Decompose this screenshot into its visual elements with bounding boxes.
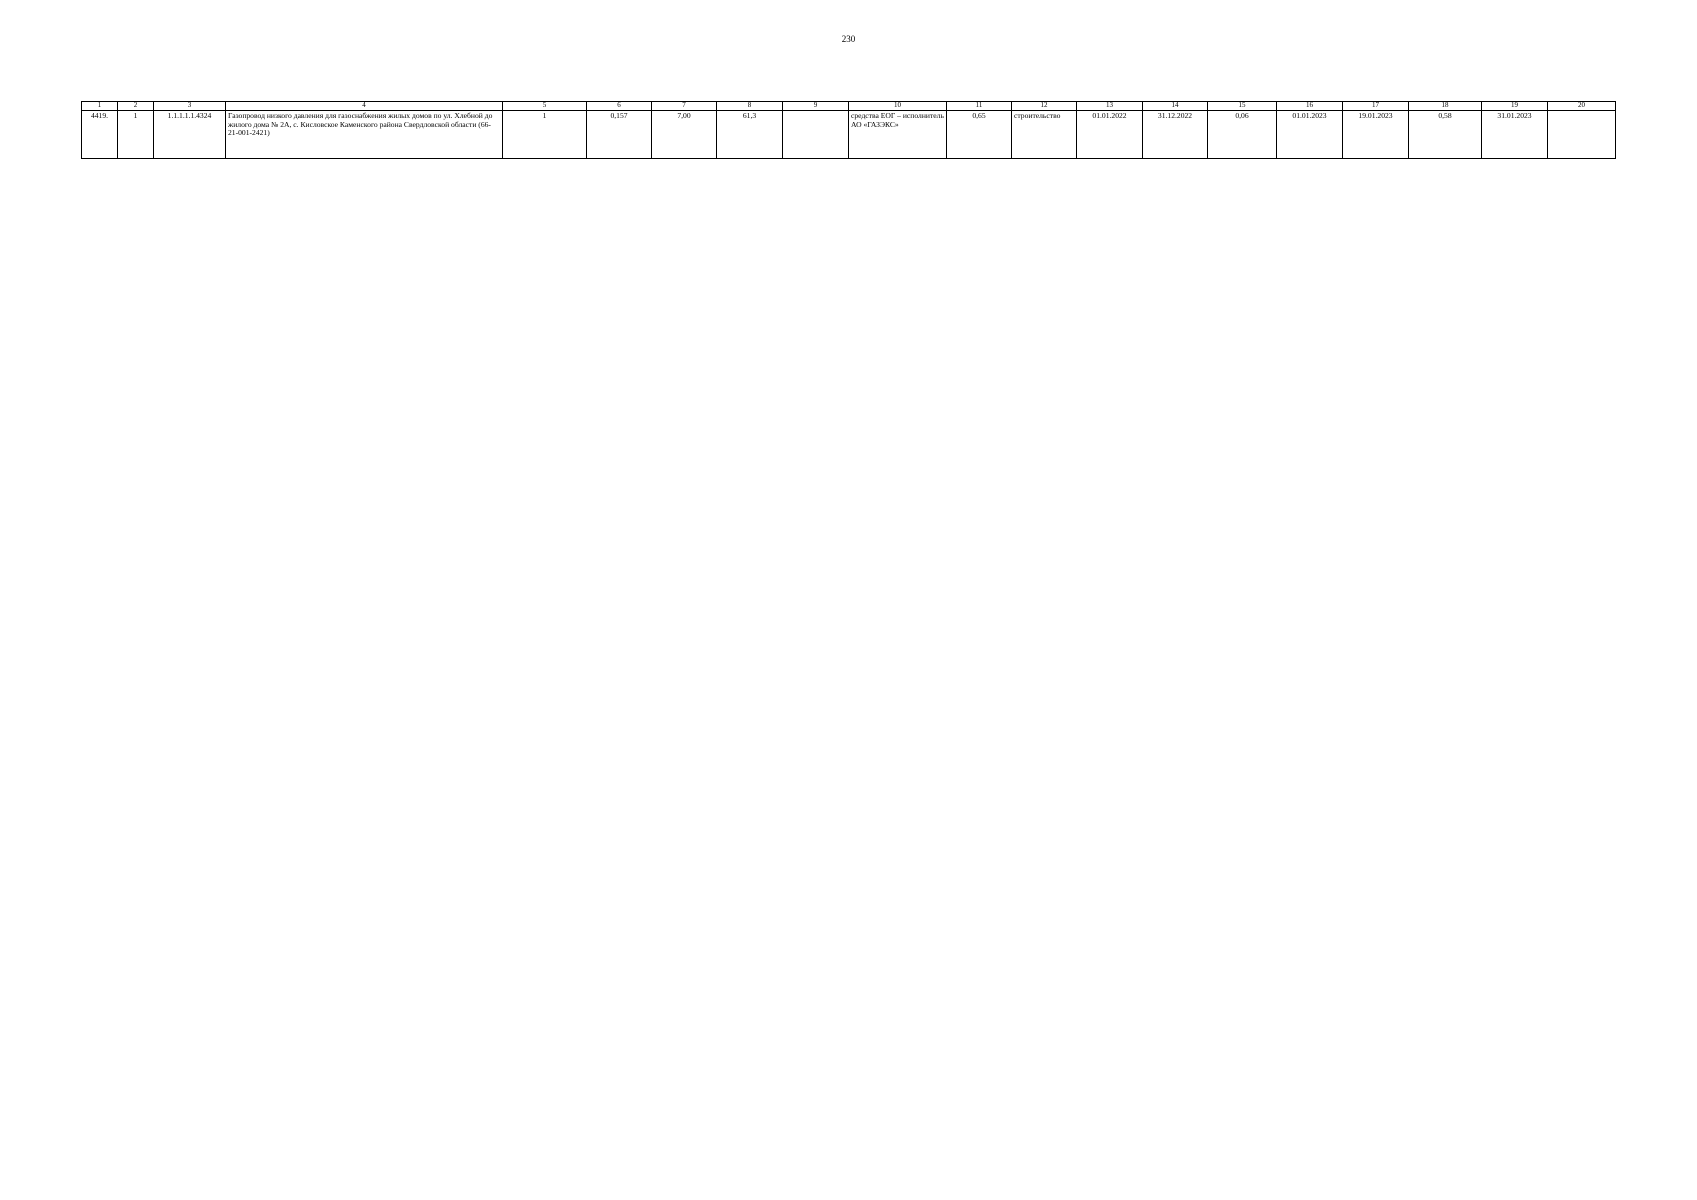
cell-col-15: 0,06 <box>1208 111 1277 159</box>
cell-col-20 <box>1548 111 1616 159</box>
investment-program-table <box>81 101 1616 159</box>
cell-col-7: 7,00 <box>652 111 717 159</box>
column-number: 6 <box>587 102 652 111</box>
object-description: Газопровод низкого давления для газоснабжения жилых домов по ул. Хлебной до жилого дома № 2А, с. Кисловское Каменского района Свердловской области (66-21-001-2421) <box>226 111 503 159</box>
cell-col-11: 0,65 <box>947 111 1012 159</box>
column-number: 13 <box>1077 102 1143 111</box>
column-number: 3 <box>154 102 226 111</box>
funding-source: средства ЕОГ – исполнитель АО «ГАЗЭКС» <box>849 111 947 159</box>
cell-col-8: 61,3 <box>717 111 783 159</box>
column-number: 9 <box>783 102 849 111</box>
cell-col-6: 0,157 <box>587 111 652 159</box>
column-number: 15 <box>1208 102 1277 111</box>
column-number: 4 <box>226 102 503 111</box>
column-number: 17 <box>1343 102 1409 111</box>
cell-col-5: 1 <box>503 111 587 159</box>
column-number: 2 <box>118 102 154 111</box>
column-number: 1 <box>82 102 118 111</box>
column-number: 11 <box>947 102 1012 111</box>
page-number: 230 <box>841 34 856 44</box>
column-number: 5 <box>503 102 587 111</box>
column-number-row <box>82 102 1616 111</box>
column-number: 10 <box>849 102 947 111</box>
work-type: строительство <box>1012 111 1077 159</box>
cell-col-9 <box>783 111 849 159</box>
project-code: 1.1.1.1.1.4324 <box>154 111 226 159</box>
cell-col-19: 31.01.2023 <box>1482 111 1548 159</box>
column-number: 20 <box>1548 102 1616 111</box>
group-code: 1 <box>118 111 154 159</box>
column-number: 16 <box>1277 102 1343 111</box>
row-number: 4419. <box>82 111 118 159</box>
column-number: 8 <box>717 102 783 111</box>
cell-col-14: 31.12.2022 <box>1143 111 1208 159</box>
cell-col-17: 19.01.2023 <box>1343 111 1409 159</box>
column-number: 14 <box>1143 102 1208 111</box>
cell-col-13: 01.01.2022 <box>1077 111 1143 159</box>
column-number: 12 <box>1012 102 1077 111</box>
column-number: 18 <box>1409 102 1482 111</box>
column-number: 7 <box>652 102 717 111</box>
table-row <box>82 111 1616 159</box>
column-number: 19 <box>1482 102 1548 111</box>
cell-col-16: 01.01.2023 <box>1277 111 1343 159</box>
cell-col-18: 0,58 <box>1409 111 1482 159</box>
